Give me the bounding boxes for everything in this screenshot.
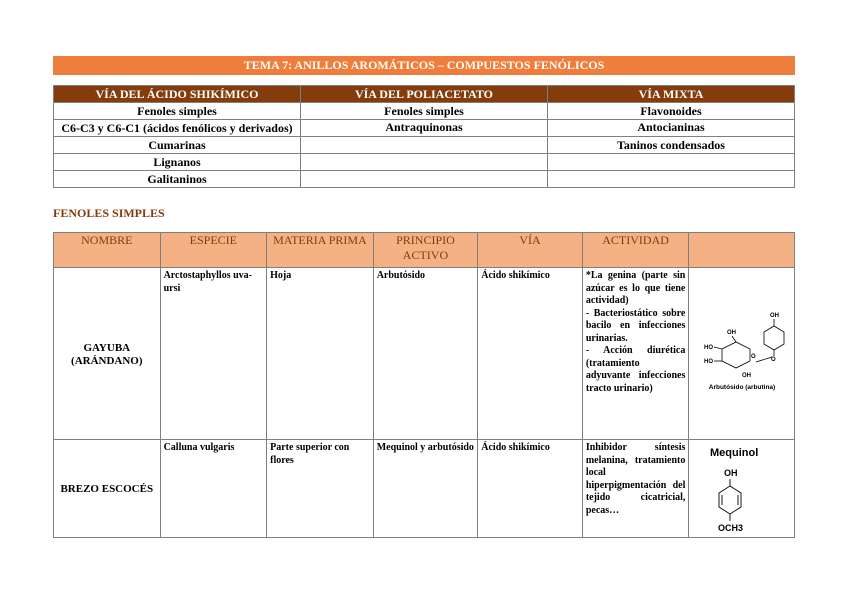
materia-cell: Hoja: [267, 268, 374, 440]
structure-cell: [689, 268, 795, 440]
structure-caption: Mequinol: [709, 447, 758, 459]
structure-cell: [689, 440, 795, 538]
phenols-header: PRINCIPIO ACTIVO: [373, 233, 478, 268]
actividad-cell: [582, 440, 689, 538]
especie-cell: Arctostaphyllos uva-ursi: [160, 268, 267, 440]
routes-header: VÍA DEL ÁCIDO SHIKÍMICO: [54, 86, 301, 103]
atom-label: OCH3: [717, 523, 743, 533]
phenols-header: ACTIVIDAD: [582, 233, 689, 268]
routes-header: VÍA DEL POLIACETATO: [301, 86, 548, 103]
phenols-header: VÍA: [478, 233, 583, 268]
phenols-table: [53, 232, 795, 538]
actividad-line: - Acción diurética (tratamiento adyuvante infecciones tracto urinario): [585, 345, 686, 394]
atom-label: HO: [703, 358, 713, 365]
routes-table: [53, 85, 795, 188]
table-row: [54, 137, 795, 154]
actividad-line: Inhibidor síntesis melanina, tratamiento local hiperpigmentación del tejido cicatricial, pecas…: [585, 442, 686, 516]
table-cell: Fenoles simples: [54, 103, 301, 120]
table-cell: C6-C3 y C6-C1 (ácidos fenólicos y derivados): [54, 120, 301, 137]
atom-label: OH: [741, 372, 751, 379]
table-cell: Cumarinas: [54, 137, 301, 154]
page-title: TEMA 7: ANILLOS AROMÁTICOS – COMPUESTOS FENÓLICOS: [53, 56, 795, 75]
table-cell: [548, 154, 795, 171]
table-cell: Galitaninos: [54, 171, 301, 188]
table-row: [54, 171, 795, 188]
atom-label: OH: [726, 329, 736, 336]
table-cell: Fenoles simples: [301, 103, 548, 120]
table-row: [54, 120, 795, 137]
arbutin-structure: [692, 309, 792, 399]
table-cell: Flavonoides: [548, 103, 795, 120]
actividad-line: - Bacteriostático sobre bacilo en infecciones urinarias.: [585, 307, 686, 344]
table-row: [54, 440, 795, 538]
actividad-line: *La genina (parte sin azúcar es lo que tiene actividad): [585, 270, 686, 306]
principio-cell: Mequinol y arbutósido: [373, 440, 478, 538]
structure-caption: Arbutósido (arbutina): [708, 383, 775, 391]
routes-header: VÍA MIXTA: [548, 86, 795, 103]
table-row: [54, 103, 795, 120]
table-row: [54, 154, 795, 171]
table-cell: [301, 137, 548, 154]
via-cell: Ácido shikímico: [478, 440, 583, 538]
nombre-cell: BREZO ESCOCÉS: [54, 440, 161, 538]
especie-cell: Calluna vulgaris: [160, 440, 267, 538]
mequinol-structure: [692, 440, 792, 534]
table-cell: [301, 154, 548, 171]
atom-label: HO: [703, 344, 713, 351]
atom-label: O: [770, 356, 776, 363]
via-cell: Ácido shikímico: [478, 268, 583, 440]
atom-label: OH: [769, 312, 779, 319]
table-row: [54, 268, 795, 440]
atom-label: O: [750, 353, 756, 360]
phenols-header: MATERIA PRIMA: [267, 233, 374, 268]
nombre-cell: GAYUBA (ARÁNDANO): [54, 268, 161, 440]
table-cell: [548, 171, 795, 188]
section-title: FENOLES SIMPLES: [53, 206, 165, 220]
principio-cell: Arbutósido: [373, 268, 478, 440]
phenols-header: ESPECIE: [160, 233, 267, 268]
materia-cell: Parte superior con flores: [267, 440, 374, 538]
table-cell: [301, 171, 548, 188]
atom-label: OH: [723, 468, 738, 478]
table-cell: Taninos condensados: [548, 137, 795, 154]
actividad-cell: [582, 268, 689, 440]
phenols-header: NOMBRE: [54, 233, 161, 268]
table-cell: Antraquinonas: [301, 120, 548, 137]
table-cell: Lignanos: [54, 154, 301, 171]
table-cell: Antocianinas: [548, 120, 795, 137]
phenols-header: [689, 233, 795, 268]
